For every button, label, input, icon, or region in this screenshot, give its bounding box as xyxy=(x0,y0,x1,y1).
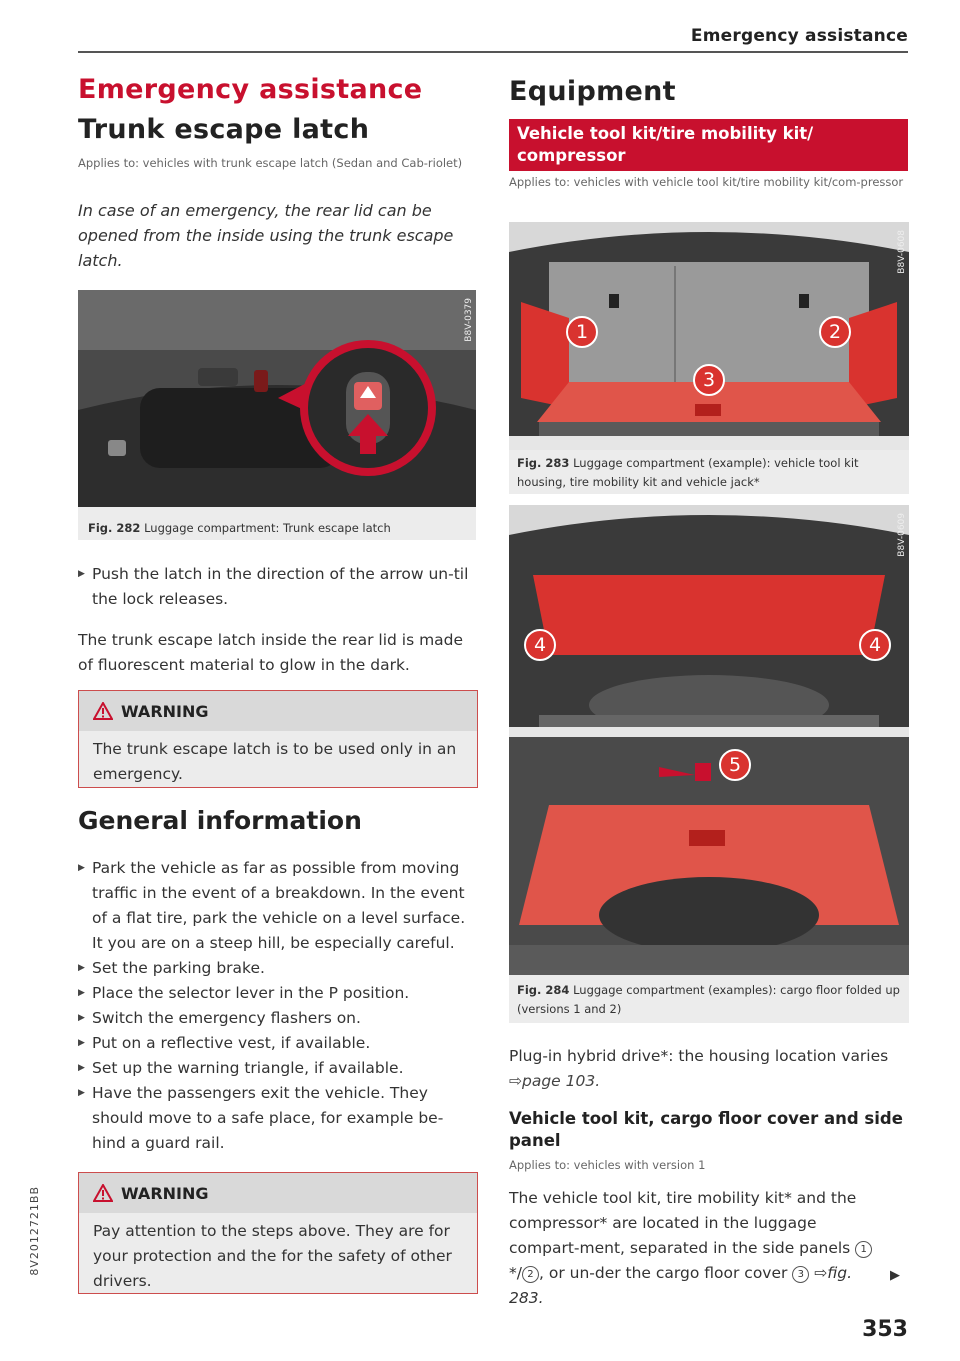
figure-reference-link[interactable]: ⇨fig. 283. xyxy=(509,1264,853,1307)
warning-label: WARNING xyxy=(121,701,209,721)
warning-triangle-icon xyxy=(93,702,113,720)
header-rule xyxy=(78,51,908,53)
plugin-paragraph xyxy=(509,1044,909,1094)
tool-kit-text-2: , or un-der the cargo floor cover xyxy=(538,1264,788,1282)
figure-caption-text: Luggage compartment (example): vehicle tool kit housing, tire mobility kit and vehicle jack* xyxy=(517,456,859,489)
figure-label: Fig. 283 xyxy=(517,456,570,470)
trunk-applies: Applies to: vehicles with trunk escape latch (Sedan and Cab-riolet) xyxy=(78,156,463,170)
warning-box xyxy=(78,1172,478,1294)
figure-caption-text: Luggage compartment: Trunk escape latch xyxy=(144,521,391,535)
callout-2: 2 xyxy=(819,316,851,348)
callout-1: 1 xyxy=(566,316,598,348)
figure-282 xyxy=(78,290,476,540)
fluorescent-paragraph: The trunk escape latch inside the rear lid is made of fluorescent material to glow in the dark. xyxy=(78,631,464,674)
list-item: ▶ Set up the warning triangle, if available. xyxy=(78,1056,476,1081)
figure-caption-text: Luggage compartment (examples): cargo floor folded up (versions 1 and 2) xyxy=(517,983,900,1016)
warning-text: The trunk escape latch is to be used only in an emergency. xyxy=(93,740,457,783)
version-applies: Applies to: vehicles with version 1 xyxy=(509,1158,706,1172)
warning-text: Pay attention to the steps above. They are for your protection and the for the safety of other drivers. xyxy=(93,1222,452,1290)
callout-4-right: 4 xyxy=(859,629,891,661)
list-item: ▶ Switch the emergency flashers on. xyxy=(78,1006,476,1031)
list-item: ▶ Set the parking brake. xyxy=(78,956,476,981)
page-reference-link[interactable]: ⇨page 103. xyxy=(509,1072,601,1090)
warning-label: WARNING xyxy=(121,1183,209,1203)
tool-kit-subhead: Vehicle tool kit, cargo floor cover and side panel xyxy=(509,1109,903,1150)
ref-circle-2: 2 xyxy=(522,1266,539,1283)
ref-separator: */ xyxy=(509,1264,522,1282)
document-code: 8V2012721BB xyxy=(28,1186,41,1276)
trunk-title: Trunk escape latch xyxy=(78,114,370,145)
warning-box xyxy=(78,690,478,788)
figure-283 xyxy=(509,222,909,494)
figure-284 xyxy=(509,505,909,1023)
subsection-bar: Vehicle tool kit/tire mobility kit/ compressor xyxy=(509,119,908,171)
general-title: General information xyxy=(78,806,362,835)
trunk-intro: In case of an emergency, the rear lid can be opened from the inside using the trunk escape latch. xyxy=(78,201,454,270)
kit-applies: Applies to: vehicles with vehicle tool kit/tire mobility kit/com-pressor xyxy=(509,175,904,189)
figure-caption xyxy=(517,981,903,1019)
list-item: ▶ Put on a reflective vest, if available. xyxy=(78,1031,476,1056)
figure-code: B8V-0379 xyxy=(464,298,474,342)
section-title: Emergency assistance xyxy=(78,74,423,105)
warning-header xyxy=(79,691,477,731)
running-header: Emergency assistance xyxy=(690,26,908,46)
figure-caption xyxy=(517,454,903,492)
figure-label: Fig. 282 xyxy=(88,521,141,535)
list-item: ▶ Place the selector lever in the P position. xyxy=(78,981,476,1006)
equipment-title: Equipment xyxy=(509,76,676,107)
figure-label: Fig. 284 xyxy=(517,983,570,997)
list-item: ▶ Have the passengers exit the vehicle. They should move to a safe place, for example be-hind a guard rail. xyxy=(78,1081,462,1156)
ref-circle-3: 3 xyxy=(792,1266,809,1283)
ref-circle-1: 1 xyxy=(855,1241,872,1258)
continue-arrow-icon: ▶ xyxy=(890,1268,900,1283)
list-item: ▶ Park the vehicle as far as possible from moving traffic in the event of a breakdown. In the event of a flat tire, park the vehicle on a level surface. It you are on a steep hill, be especially careful. xyxy=(78,856,476,956)
callout-3: 3 xyxy=(693,364,725,396)
callout-5: 5 xyxy=(719,749,751,781)
plugin-text: Plug-in hybrid drive*: the housing location varies xyxy=(509,1047,889,1065)
cargo-floor-image xyxy=(509,505,909,975)
warning-header xyxy=(79,1173,477,1213)
trunk-latch-image xyxy=(78,290,476,507)
callout-4-left: 4 xyxy=(524,629,556,661)
figure-caption xyxy=(88,519,468,538)
tool-kit-paragraph xyxy=(509,1186,885,1311)
step-push-latch: ▶ Push the latch in the direction of the arrow un-til the lock releases. xyxy=(78,562,476,612)
tool-kit-text: The vehicle tool kit, tire mobility kit* and the compressor* are located in the luggage compart-ment, separated in the side panels xyxy=(509,1189,857,1257)
page-number: 353 xyxy=(862,1317,908,1342)
figure-code: B8V-0608 xyxy=(897,230,907,274)
warning-triangle-icon xyxy=(93,1184,113,1202)
figure-code: B8V-0609 xyxy=(897,513,907,557)
